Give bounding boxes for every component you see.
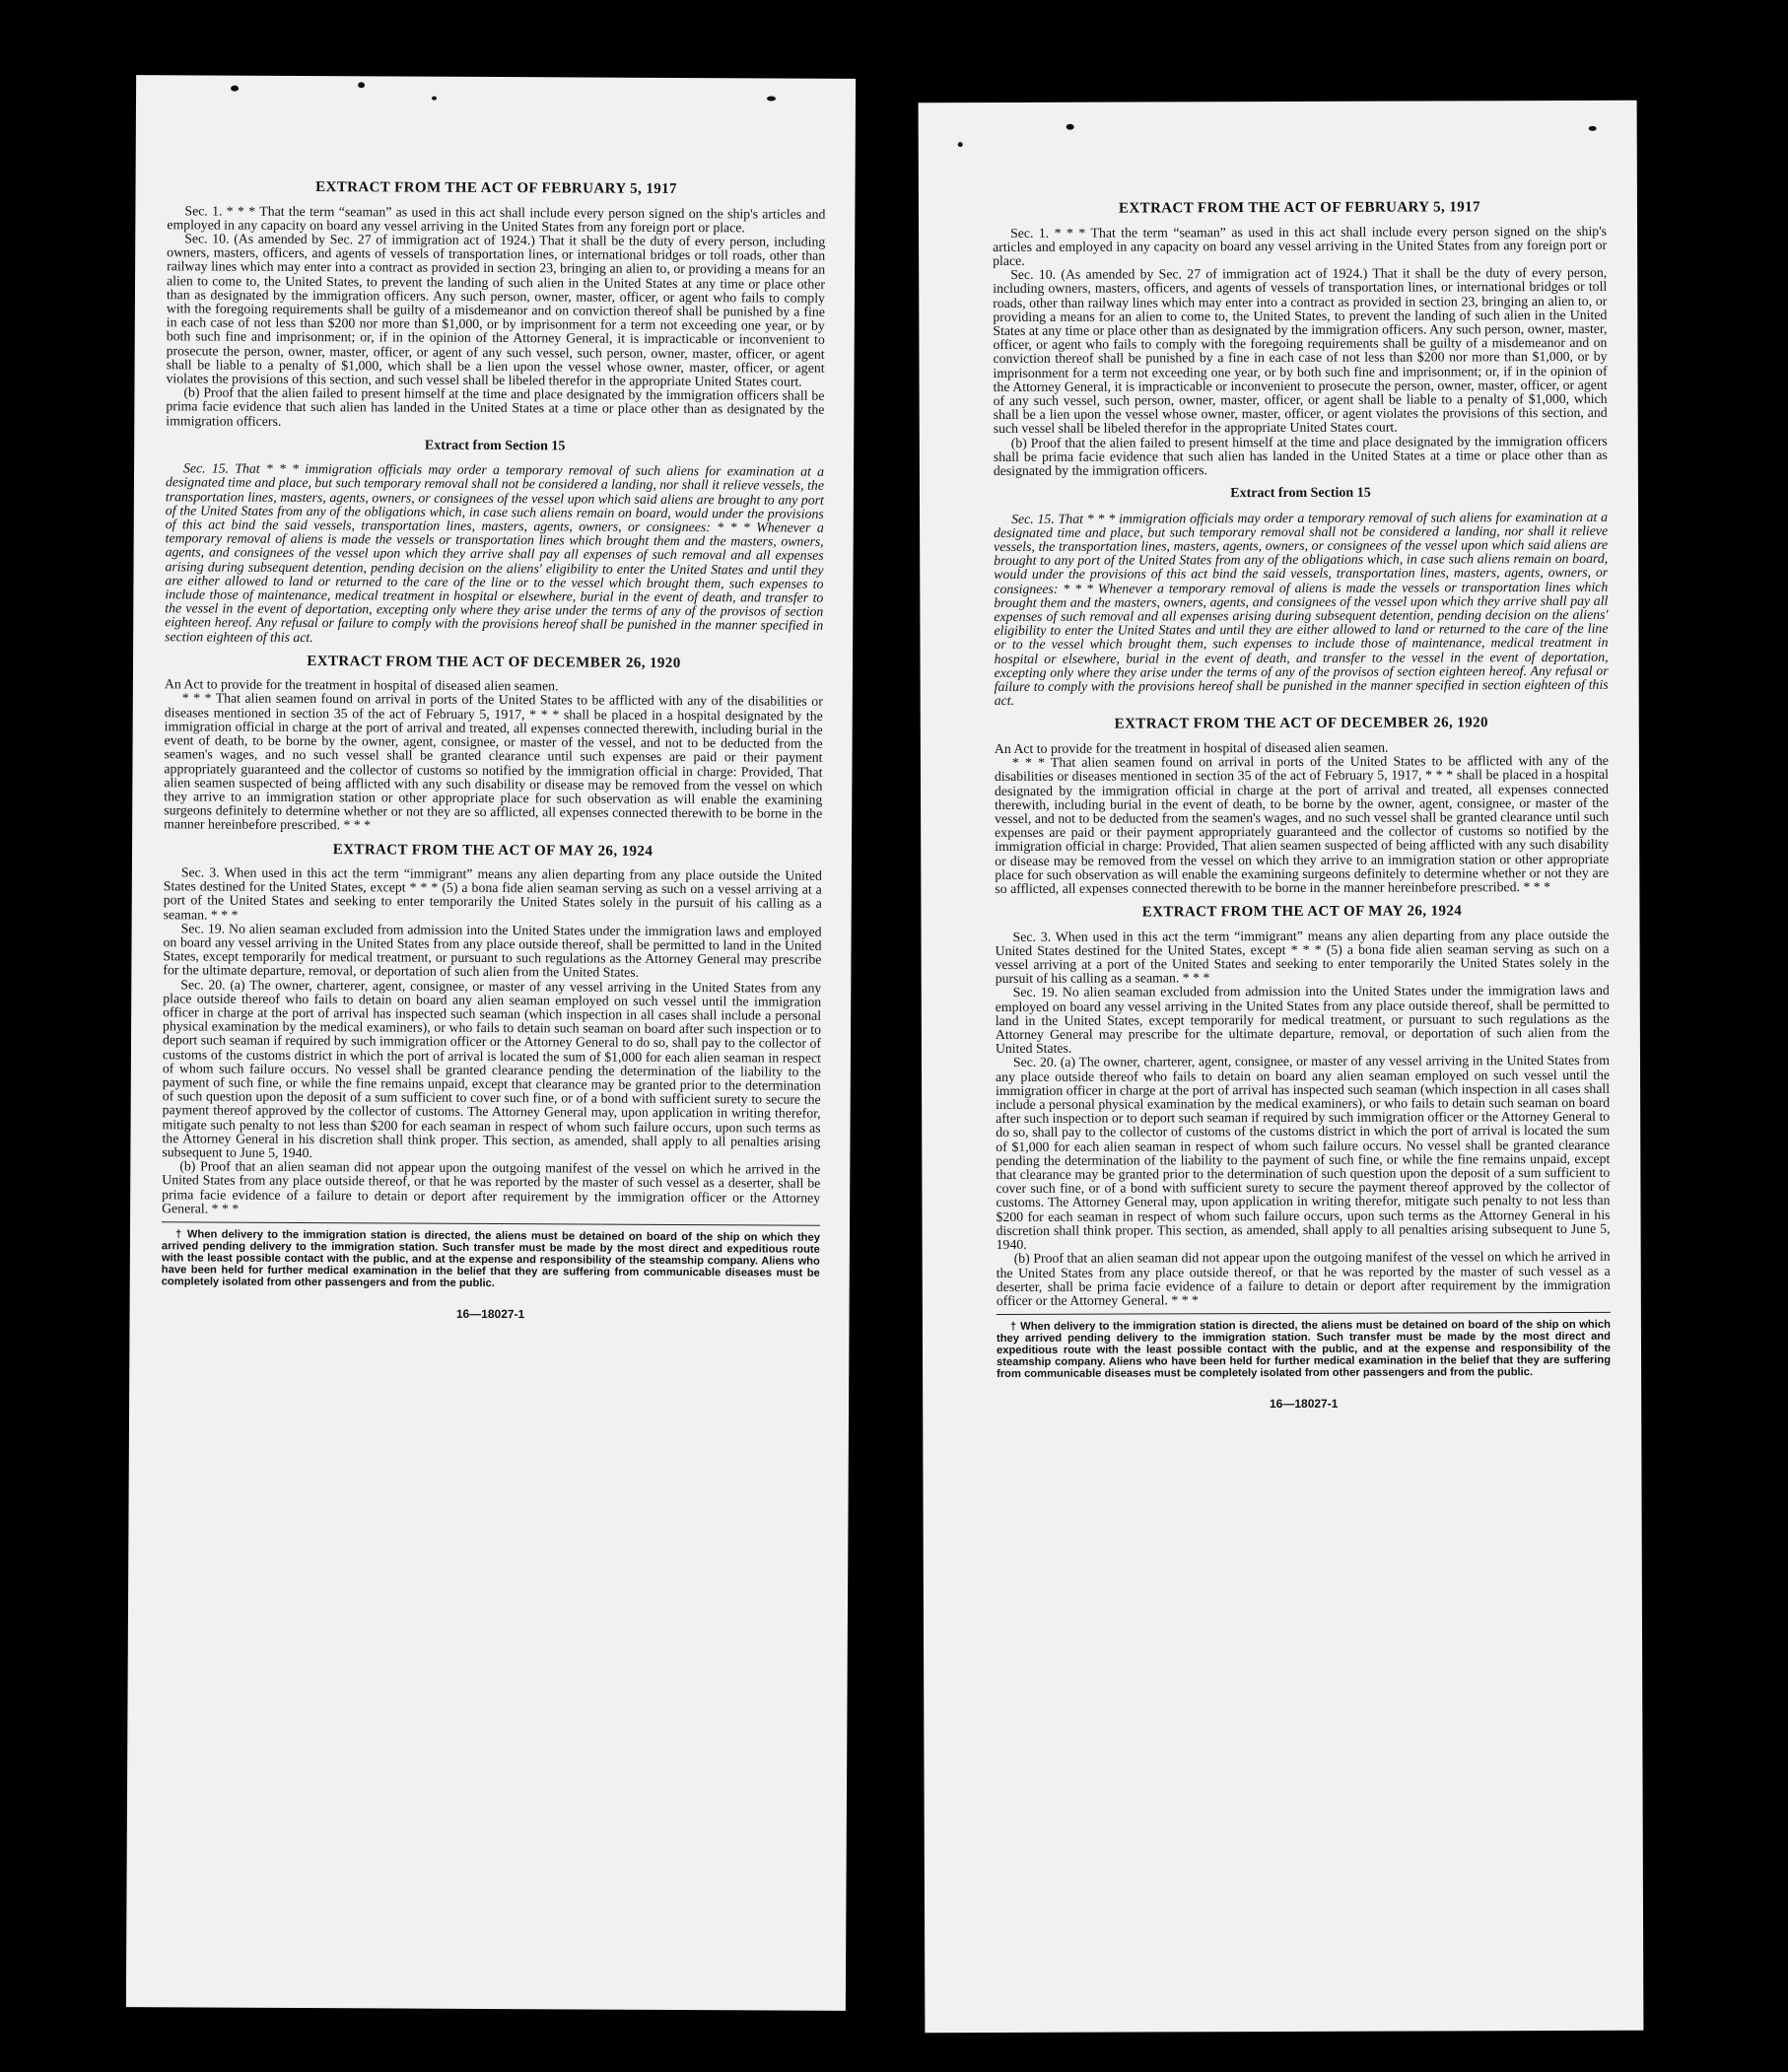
heading-section-15: Extract from Section 15 (1230, 485, 1371, 502)
ink-speck (767, 96, 776, 101)
heading-section-15: Extract from Section 15 (424, 438, 566, 454)
sec1-paragraph: Sec. 1. * * * That the term “seaman” as used in this act shall include every person signed on the ship's articles and employed in any capacity on board any vessel arriving in the United States from any foreign port or place. (993, 223, 1608, 268)
sec10-paragraph: Sec. 10. (As amended by Sec. 27 of immigration act of 1924.) That it shall be the duty of every person, including owners, masters, officers, and agents of vessels of transportation lines, or international bridges or toll roads, other than railway lines which may enter into a contract as provided in section 23, bringing an alien to, or providing a means for an alien to come to, the United States, to prevent the landing of such alien in the United States at any time or place other than as designated by the immigration officers. Any such person, owner, master, officer, or agent who fails to comply with the foregoing requirements shall be guilty of a misdemeanor and on conviction thereof shall be punished by a fine in each case of not less than $200 nor more than $1,000, or by imprisonment for a term not exceeding one year, or by both such fine and imprisonment; or, if in the opinion of the Attorney General, it is impracticable or inconvenient to prosecute the person, owner, master, officer, or agent of any such vessel, such person, owner, master, officer, or agent shall be liable to a penalty of $1,000, which shall be a lien upon the vessel whose owner, master, officer, or agent violates the provisions of this section, and such vessel shall be libeled therefor in the appropriate United States court. (166, 231, 826, 389)
sec20a-paragraph: Sec. 20. (a) The owner, charterer, agent, consignee, or master of any vessel arriving in the United States from any place outside thereof who fails to detain on board any alien seaman employed on such vessel until the immigration officer in charge at the port of arrival has inspected such seaman (which inspection in all cases shall include a personal physical examination by the medical examiners), or who fails to detain such seaman on board after such inspection or to deport such seaman if required by such immigration officer or the Attorney General to do so, shall pay to the collector of customs of the customs district in which the port of arrival is located the sum of $1,000 for each alien seaman in respect of whom such failure occurs. No vessel shall be granted clearance pending the determination of the liability to the payment of such fine, or while the fine remains unpaid, except that clearance may be granted prior to the determination of such question upon the deposit of a sum sufficient to cover such fine, or of a bond with sufficient surety to secure the payment thereof approved by the collector of customs. The Attorney General may, upon application in writing therefor, mitigate such penalty to not less than $200 for each seaman in respect of whom such failure occurs, upon such terms as the Attorney General in his discretion shall think proper. This section, as amended, shall apply to all penalties arising subsequent to June 5, 1940. (162, 976, 822, 1161)
sec1-paragraph: Sec. 1. * * * That the term “seaman” as used in this act shall include every person signed on the ship's articles and employed in any capacity on board any vessel arriving in the United States from any foreign port or place. (167, 202, 826, 236)
sec3-paragraph: Sec. 3. When used in this act the term “immigrant” means any alien departing from any place outside the United States destined for the United States, except * * * (5) a bona fide alien seaman serving as such on a vessel arriving at a port of the United States and seeking to enter temporarily the United States solely in the pursuit of his calling as a seaman. * * * (163, 864, 822, 923)
form-number: 16—18027-1 (455, 1306, 525, 1322)
sec10-paragraph: Sec. 10. (As amended by Sec. 27 of immigration act of 1924.) That it shall be the duty of every person, including owners, masters, officers, and agents of vessels of transportation lines, or international bridges or toll roads, other than railway lines which may enter into a contract as provided in section 23, bringing an alien to, or providing a means for an alien to come to, the United States, to prevent the landing of such alien in the United States at any time or place other than as designated by the immigration officers. Any such person, owner, master, officer, or agent who fails to comply with the foregoing requirements shall be guilty of a misdemeanor and on conviction thereof shall be punished by a fine in each case of not less than $200 nor more than $1,000, or by imprisonment for a term not exceeding one year, or by both such fine and imprisonment; or, if in the opinion of the Attorney General, it is impracticable or inconvenient to prosecute the person, owner, master, officer, or agent of any such vessel, such person, owner, master, officer, or agent shall be liable to a penalty of $1,000, which shall be a lien upon the vessel whose owner, master, officer, or agent violates the provisions of this section, and such vessel shall be libeled therefor in the appropriate United States court. (993, 264, 1608, 437)
sec20b-paragraph: (b) Proof that an alien seaman did not appear upon the outgoing manifest of the vessel on which he arrived in the United States from any place outside thereof, or that he was reported by the master of such vessel as a deserter, shall be prima facie evidence of a failure to detain or deport after requirement by the immigration officer or the Attorney General. * * * (162, 1158, 821, 1216)
footnote: † When delivery to the immigration station is directed, the aliens must be detained on board of the ship on which they arrived pending delivery to the immigration station. Such transfer must be made by the most direct and expeditious route with the least possible contact with the public, and at the expense and responsibility of the steamship company. Aliens who have been held for further medical examination in the belief that they are suffering from communicable diseases must be completely isolated from other passengers and from the public. (996, 1318, 1612, 1381)
footnote-divider (162, 1221, 820, 1225)
ink-speck (432, 97, 437, 101)
sec19-paragraph: Sec. 19. No alien seaman excluded from admission into the United States under the immigration laws and employed on board any vessel arriving in the United States from any place outside thereof, shall be permitted to land in the United States, except temporarily for medical treatment, or pursuant to such regulations as the Attorney General may prescribe for the ultimate departure, removal, or deportation of such alien from the United States. (163, 921, 822, 981)
sec15-paragraph: Sec. 15. That * * * immigration officials may order a temporary removal of such aliens for examination at a designated time and place, but such temporary removal shall not be considered a landing, nor shall it relieve vessels, the transportation lines, masters, agents, owners, or consignees of the vessel upon which said aliens are brought to any port of the United States from any of the obligations which, in case such aliens remain on board, would under the provisions of this act bind the said vessels, transportation lines, masters, agents, owners, or consignees: * * * Whenever a temporary removal of aliens is made the vessels or transportation lines which brought them and the masters, owners, agents, and consignees of the vessel upon which they arrive shall pay all expenses of such removal and all expenses arising during subsequent detention, pending decision on the aliens' eligibility to enter the United States and until they are either allowed to land or returned to the care of the line or to the vessel which brought them, such expenses to include those of maintenance, medical treatment in hospital or elsewhere, burial in the event of death, and transfer to the vessel in the event of deportation, excepting only where they arise under the terms of any of the provisos of section eighteen hereof. Any refusal or failure to comply with the provisions hereof shall be punished in the manner specified in section eighteen of this act. (994, 509, 1609, 709)
footnote-divider (997, 1312, 1611, 1315)
sec10b-paragraph: (b) Proof that the alien failed to present himself at the time and place designated by the immigration officers shall be prima facie evidence that such alien has landed in the United States at a time or place other than as designated by the immigration officers. (166, 384, 825, 429)
heading-act-1924: EXTRACT FROM THE ACT OF MAY 26, 1924 (1141, 903, 1463, 921)
sec3-paragraph: Sec. 3. When used in this act the term “immigrant” means any alien departing from any place outside the United States destined for the United States, except * * * (5) a bona fide alien seaman serving as such on a vessel arriving at a port of the United States and seeking to enter temporarily the United States solely in the pursuit of his calling as a seaman. * * * (995, 927, 1610, 987)
heading-act-1917: EXTRACT FROM THE ACT OF FEBRUARY 5, 1917 (315, 179, 678, 197)
act1920-title: An Act to provide for the treatment in hospital of diseased alien seamen. (994, 739, 1389, 756)
ink-speck (1589, 126, 1597, 131)
heading-act-1917: EXTRACT FROM THE ACT OF FEBRUARY 5, 1917 (1118, 199, 1480, 217)
heading-act-1924: EXTRACT FROM THE ACT OF MAY 26, 1924 (332, 841, 653, 860)
act1920-title: An Act to provide for the treatment in hospital of diseased alien seamen. (164, 676, 559, 694)
sec19-paragraph: Sec. 19. No alien seaman excluded from admission into the United States under the immigration laws and employed on board any vessel arriving in the United States from any place outside thereof, shall be permitted to land in the United States, except temporarily for medical treatment, or pursuant to such regulations as the Attorney General may prescribe for the ultimate departure, removal, or deportation of such alien from the United States. (995, 983, 1610, 1057)
heading-act-1920: EXTRACT FROM THE ACT OF DECEMBER 26, 1920 (307, 653, 681, 671)
ink-speck (231, 86, 239, 92)
heading-act-1920: EXTRACT FROM THE ACT OF DECEMBER 26, 1920 (1114, 715, 1488, 732)
ink-speck (958, 142, 963, 147)
document-sheet-right (919, 101, 1644, 2034)
form-number: 16—18027-1 (1269, 1396, 1339, 1412)
sec20a-paragraph: Sec. 20. (a) The owner, charterer, agent, consignee, or master of any vessel arriving in the United States from any place outside thereof who fails to detain on board any alien seaman employed on such vessel until the immigration officer in charge at the port of arrival has inspected such seaman (which inspection in all cases shall include a personal physical examination by the medical examiners), or who fails to detain such seaman on board after such inspection or to deport such seaman if required by such immigration officer or the Attorney General to do so, shall pay to the collector of customs of the customs district in which the port of arrival is located the sum of $1,000 for each alien seaman in respect of whom such failure occurs. No vessel shall be granted clearance pending the determination of the liability to the payment of such fine, or while the fine remains unpaid, except that clearance may be granted prior to the determination of such question upon the deposit of a sum sufficient to cover such fine, or of a bond with sufficient surety to secure the payment thereof approved by the collector of customs. The Attorney General may, upon application in writing therefor, mitigate such penalty to not less than $200 for each seaman in respect of whom such failure occurs, upon such terms as the Attorney General in his discretion shall think proper. This section, as amended, shall apply to all penalties arising subsequent to June 5, 1940. (996, 1053, 1611, 1253)
document-sheet-left (126, 75, 856, 2011)
sec15-paragraph: Sec. 15. That * * * immigration officials may order a temporary removal of such aliens for examination at a designated time and place, but such temporary removal shall not be considered a landing, nor shall it relieve vessels, the transportation lines, masters, agents, owners, or consignees of the vessel upon which said aliens are brought to any port of the United States from any of the obligations which, in case such aliens remain on board, would under the provisions of this act bind the said vessels, transportation lines, masters, agents, owners, or consignees: * * * Whenever a temporary removal of aliens is made the vessels or transportation lines which brought them and the masters, owners, agents, and consignees of the vessel upon which they arrive shall pay all expenses of such removal and all expenses arising during subsequent detention, pending decision on the aliens' eligibility to enter the United States and until they are either allowed to land or returned to the care of the line or to the vessel which brought them, such expenses to include those of maintenance, medical treatment in hospital or elsewhere, burial in the event of death, and transfer to the vessel in the event of deportation, excepting only where they arise under the terms of any of the provisos of section eighteen hereof. Any refusal or failure to comply with the provisions hereof shall be punished in the manner specified in section eighteen of this act. (165, 460, 825, 645)
ink-speck (1066, 124, 1074, 130)
act1920-body: * * * That alien seamen found on arrival in ports of the United States to be afflicted with any of the disabilities or diseases mentioned in section 35 of the act of February 5, 1917, * * * shall be placed in a hospital designated by the immigration official in charge at the port of arrival and treated, all expenses connected therewith, including burial in the event of death, to be borne by the owner, agent, consignee, or master of the vessel, and not to be deducted from the seamen's wages, and no such vessel shall be granted clearance until such expenses are paid or their payment appropriately guaranteed and the collector of customs so notified by the immigration official in charge: Provided, That alien seamen suspected of being afflicted with any such disability or disease may be removed from the vessel on which they arrive to an immigration station or other appropriate place for such observation as will enable the examining surgeons definitely to determine whether or not they are so afflicted, all expenses connected therewith to be borne in the manner hereinbefore prescribed. * * * (164, 690, 823, 833)
footnote: † When delivery to the immigration station is directed, the aliens must be detained on board of the ship on which they arrived pending delivery to the immigration station. Such transfer must be made by the most direct and expeditious route with the least possible contact with the public, and at the expense and responsibility of the steamship company. Aliens who have been held for further medical examination in the belief that they are suffering from communicable diseases must be completely isolated from other passengers and from the public. (161, 1228, 821, 1290)
sec10b-paragraph: (b) Proof that the alien failed to present himself at the time and place designated by the immigration officers shall be prima facie evidence that such alien has landed in the United States at a time or place other than as designated by the immigration officers. (993, 433, 1608, 478)
ink-speck (358, 82, 365, 88)
act1920-body: * * * That alien seamen found on arrival in ports of the United States to be afflicted with any of the disabilities or diseases mentioned in section 35 of the act of February 5, 1917, * * * shall be placed in a hospital designated by the immigration official in charge at the port of arrival and treated, all expenses connected therewith, including burial in the event of death, to be borne by the owner, agent, consignee, or master of the vessel, and not to be deducted from the seamen's wages, and no such vessel shall be granted clearance until such expenses are paid or their payment appropriately guaranteed and the collector of customs so notified by the immigration official in charge: Provided, That alien seamen suspected of being afflicted with any such disability or disease may be removed from the vessel on which they arrive to an immigration station or other appropriate place for such observation as will enable the examining surgeons definitely to determine whether or not they are so afflicted, all expenses connected therewith to be borne in the manner hereinbefore prescribed. * * * (994, 752, 1610, 896)
sec20b-paragraph: (b) Proof that an alien seaman did not appear upon the outgoing manifest of the vessel on which he arrived in the United States from any place outside thereof, or that he was reported by the master of such vessel as a deserter, shall be prima facie evidence of a failure to detain or deport after requirement by the immigration officer or the Attorney General. * * * (996, 1249, 1611, 1308)
